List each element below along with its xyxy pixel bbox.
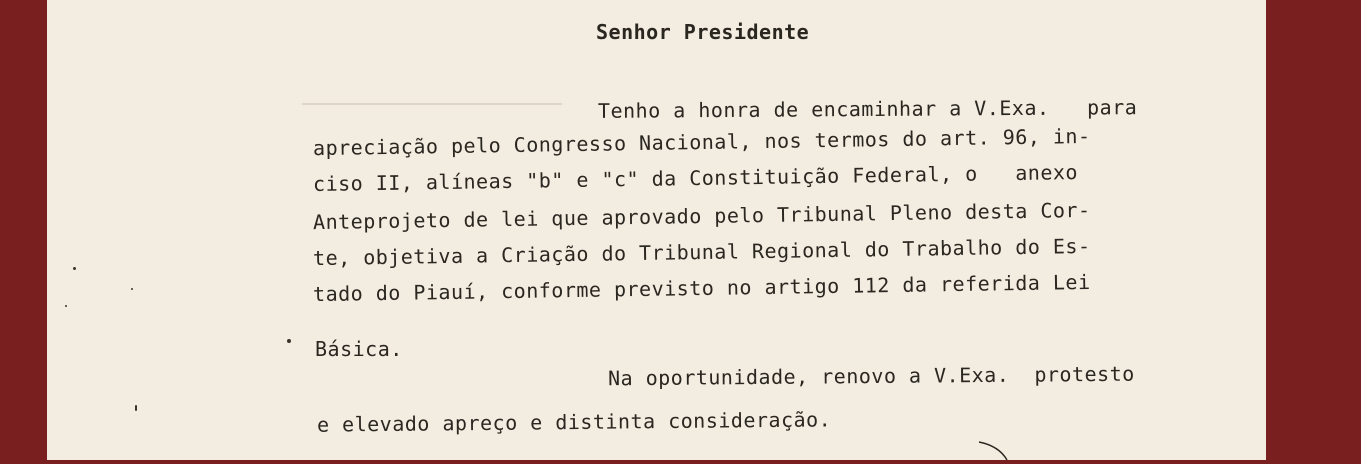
- scan-smudge: [302, 103, 562, 105]
- paragraph-1-line-4: Anteprojeto de lei que aprovado pelo Tribunal Pleno desta Cor-: [312, 197, 1091, 235]
- document-page: [47, 0, 1266, 460]
- salutation-heading: Senhor Presidente: [596, 20, 810, 44]
- paragraph-1-line-7: Básica.: [315, 337, 403, 361]
- scan-speck: [135, 405, 137, 411]
- scan-speck: [65, 305, 67, 307]
- paragraph-1-line-6: tado do Piauí, conforme previsto no artigo 112 da referida Lei: [312, 269, 1091, 307]
- scan-speck: [73, 267, 76, 270]
- scan-speck: [287, 339, 291, 343]
- scan-speck: [131, 288, 133, 290]
- paragraph-1-line-1: Tenho a honra de encaminhar a V.Exa. para: [597, 95, 1138, 123]
- paragraph-1-line-3: ciso II, alíneas "b" e "c" da Constituição Federal, o anexo: [312, 159, 1079, 197]
- paragraph-2-line-1: Na oportunidade, renovo a V.Exa. protesto: [607, 361, 1135, 391]
- paragraph-1-line-2: apreciação pelo Congresso Nacional, nos termos do art. 96, in-: [312, 123, 1091, 161]
- paragraph-2-line-2: e elevado apreço e distinta consideração.: [316, 407, 832, 437]
- paragraph-1-line-5: te, objetiva a Criação do Tribunal Regional do Trabalho do Es-: [312, 233, 1091, 271]
- signature-stroke: [977, 438, 1017, 460]
